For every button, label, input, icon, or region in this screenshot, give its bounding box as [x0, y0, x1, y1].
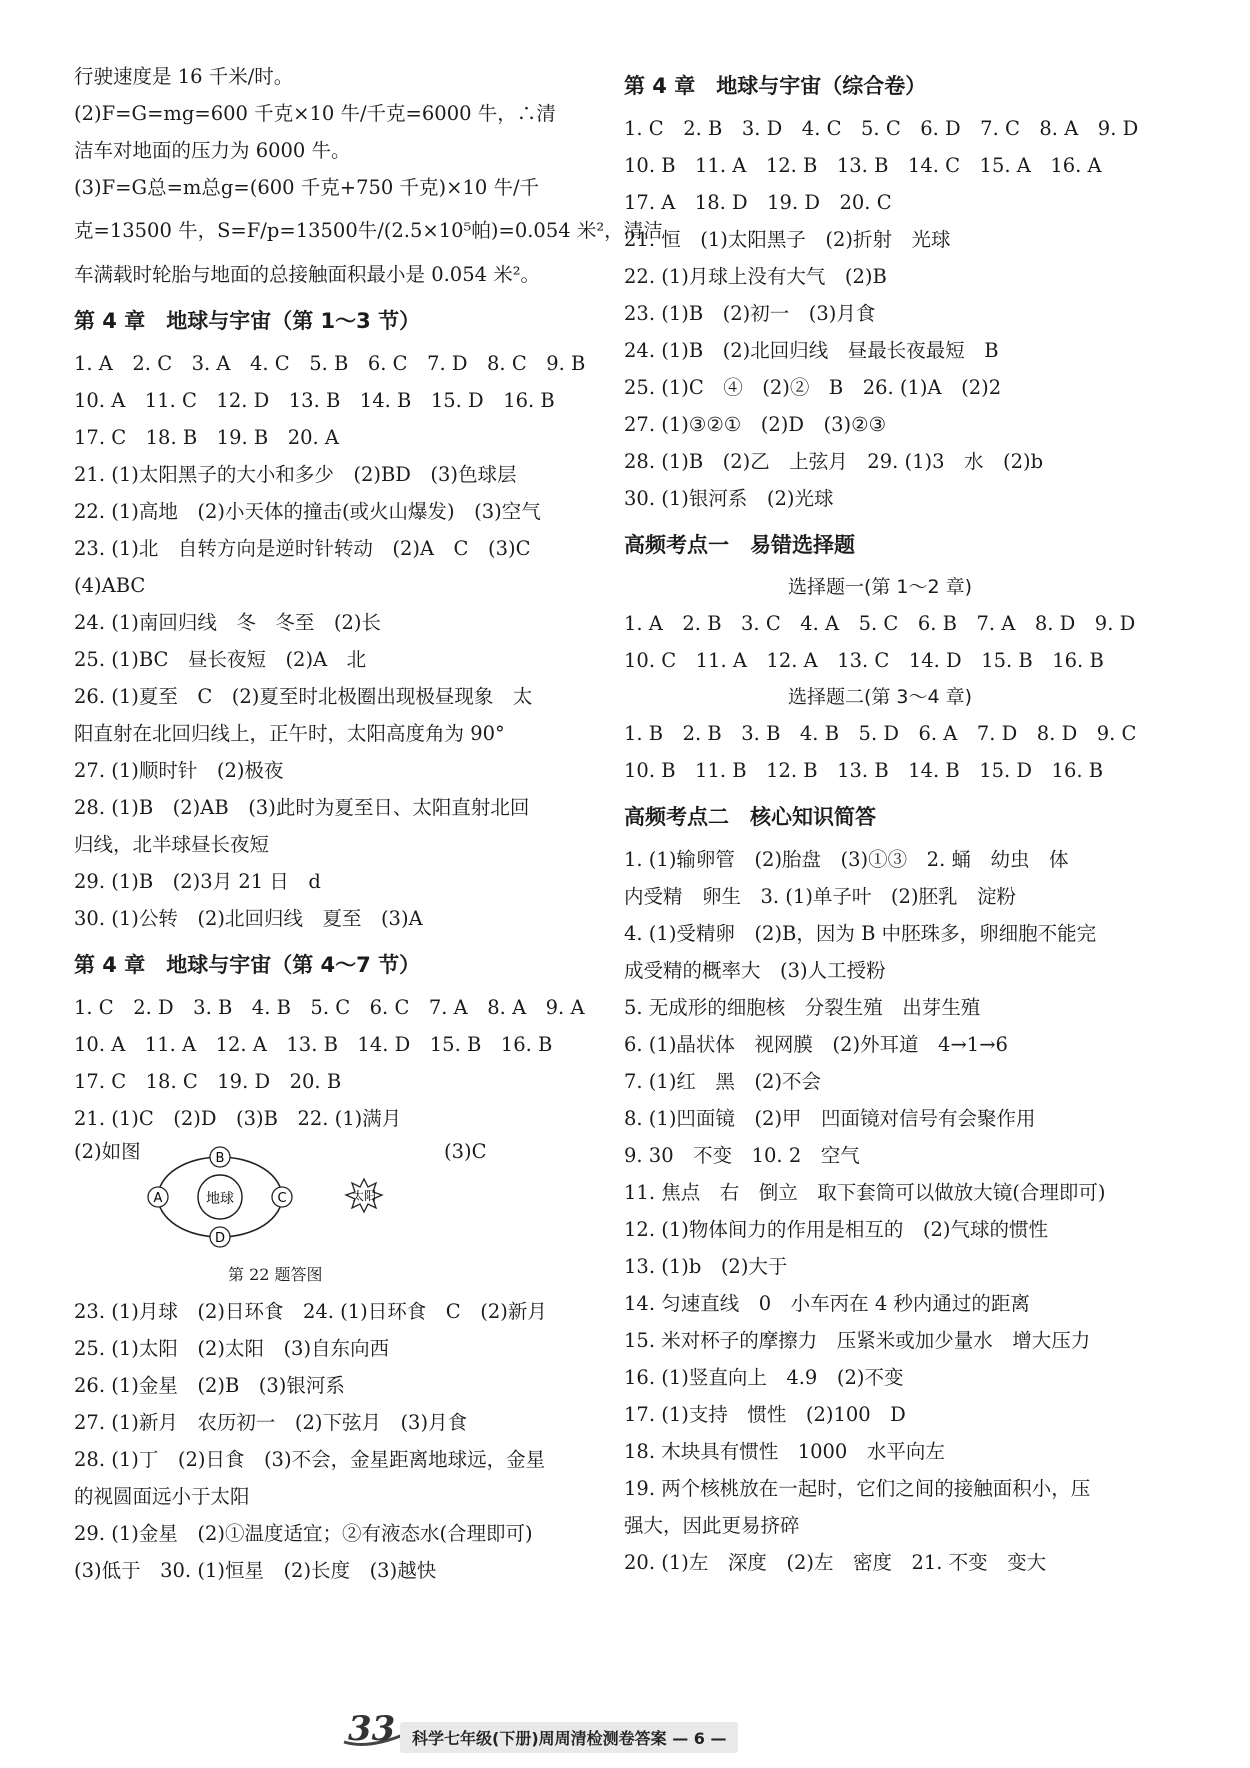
orbit-diagram	[74, 1137, 586, 1257]
text-line: 行驶速度是 16 千米/时。	[74, 65, 294, 88]
answer-line: 9. 30 不变 10. 2 空气	[624, 1144, 860, 1167]
answer-line: 的视圆面远小于太阳	[74, 1485, 250, 1508]
diagram-label: (2)如图	[74, 1140, 141, 1163]
answer-block	[74, 1293, 586, 1589]
answer-line: 23. (1)北 自转方向是逆时针转动 (2)A C (3)C	[74, 537, 531, 560]
answer-line: 阳直射在北回归线上，正午时，太阳高度角为 90°	[74, 722, 505, 745]
answer-line: 4. (1)受精卵 (2)B，因为 B 中胚珠多，卵细胞不能完	[624, 922, 1097, 945]
answer-line: 27. (1)③②① (2)D (3)②③	[624, 413, 887, 436]
answer-line: 22. (1)高地 (2)小天体的撞击(或火山爆发) (3)空气	[74, 500, 541, 523]
answer-line: 21. (1)C (2)D (3)B 22. (1)满月	[74, 1107, 402, 1130]
answer-line: 1. (1)输卵管 (2)胎盘 (3)①③ 2. 蛹 幼虫 体	[624, 848, 1069, 871]
answer-line: 22. (1)月球上没有大气 (2)B	[624, 265, 887, 288]
answer-line: 1. C 2. D 3. B 4. B 5. C 6. C 7. A 8. A 9. A	[74, 996, 585, 1019]
answer-line: 25. (1)太阳 (2)太阳 (3)自东向西	[74, 1337, 390, 1360]
left-column	[74, 58, 663, 1589]
answer-block	[624, 841, 1136, 1581]
answer-line: 1. C 2. B 3. D 4. C 5. C 6. D 7. C 8. A 9. D	[624, 117, 1139, 140]
answer-line: 28. (1)B (2)AB (3)此时为夏至日、太阳直射北回	[74, 796, 530, 819]
answer-line: 30. (1)公转 (2)北回归线 夏至 (3)A	[74, 907, 423, 930]
answer-line: 27. (1)顺时针 (2)极夜	[74, 759, 284, 782]
answer-line: 17. C 18. C 19. D 20. B	[74, 1070, 342, 1093]
answer-line: 17. A 18. D 19. D 20. C	[624, 191, 892, 214]
text-line: 车满载时轮胎与地面的总接触面积最小是 0.054 米²。	[74, 263, 541, 286]
answer-line: 1. B 2. B 3. B 4. B 5. D 6. A 7. D 8. D 9. C	[624, 722, 1137, 745]
answer-block	[624, 110, 1139, 517]
answer-line: 24. (1)B (2)北回归线 昼最长夜最短 B	[624, 339, 999, 362]
answer-line: 6. (1)晶状体 视网膜 (2)外耳道 4→1→6	[624, 1033, 1008, 1056]
text-line: 克=13500 牛，S=F/p=13500牛/(2.5×10⁵帕)=0.054 米²，清洁	[74, 219, 663, 242]
answer-line: 18. 木块具有惯性 1000 水平向左	[624, 1440, 945, 1463]
earth-label: 地球	[206, 1191, 234, 1207]
answer-line: (3)低于 30. (1)恒星 (2)长度 (3)越快	[74, 1559, 437, 1582]
position-c: C	[277, 1191, 287, 1206]
text-line: (3)F=G总=m总g=(600 千克+750 千克)×10 牛/千	[74, 176, 540, 199]
answer-line: 19. 两个核桃放在一起时，它们之间的接触面积小，压	[624, 1477, 1091, 1500]
answer-line: 12. (1)物体间力的作用是相互的 (2)气球的惯性	[624, 1218, 1048, 1241]
answer-line: 21. 恒 (1)太阳黑子 (2)折射 光球	[624, 228, 951, 251]
answer-line: 内受精 卵生 3. (1)单子叶 (2)胚乳 淀粉	[624, 885, 1017, 908]
diagram-answer: (3)C	[444, 1140, 487, 1163]
answer-line: 30. (1)银河系 (2)光球	[624, 487, 834, 510]
answer-line: 16. (1)竖直向上 4.9 (2)不变	[624, 1366, 904, 1389]
answer-line: 11. 焦点 右 倒立 取下套筒可以做放大镜(合理即可)	[624, 1181, 1106, 1204]
answer-line: 10. A 11. C 12. D 13. B 14. B 15. D 16. B	[74, 389, 555, 412]
subsection-title: 选择题二(第 3～4 章)	[787, 686, 973, 708]
answer-line: 17. C 18. B 19. B 20. A	[74, 426, 340, 449]
answer-line: 24. (1)南回归线 冬 冬至 (2)长	[74, 611, 381, 634]
answer-line: 10. B 11. A 12. B 13. B 14. C 15. A 16. A	[624, 154, 1102, 177]
footer-text: 科学七年级(下册)周周清检测卷答案 — 6 —	[400, 1722, 738, 1753]
svg-text:33: 33	[348, 1709, 396, 1749]
answer-line: 17. (1)支持 惯性 (2)100 D	[624, 1403, 906, 1426]
answer-line: 25. (1)BC 昼长夜短 (2)A 北	[74, 648, 367, 671]
section-title: 第 4 章 地球与宇宙（综合卷）	[624, 74, 927, 98]
section-title: 第 4 章 地球与宇宙（第 1～3 节）	[74, 309, 421, 333]
section-title: 第 4 章 地球与宇宙（第 4～7 节）	[74, 953, 421, 977]
answer-line: 15. 米对杯子的摩擦力 压紧米或加少量水 增大压力	[624, 1329, 1091, 1352]
page-footer	[340, 1709, 880, 1750]
section-title: 高频考点一 易错选择题	[624, 533, 855, 557]
sun-label: 太阳	[351, 1189, 377, 1203]
answer-line: 25. (1)C ④ (2)② B 26. (1)A (2)2	[624, 376, 1002, 399]
position-b: B	[215, 1151, 225, 1166]
answer-line: 26. (1)夏至 C (2)夏至时北极圈出现极昼现象 太	[74, 685, 533, 708]
position-a: A	[153, 1191, 163, 1206]
answer-line: 20. (1)左 深度 (2)左 密度 21. 不变 变大	[624, 1551, 1047, 1574]
answer-line: 23. (1)月球 (2)日环食 24. (1)日环食 C (2)新月	[74, 1300, 547, 1323]
text-line: 洁车对地面的压力为 6000 牛。	[74, 139, 351, 162]
answer-line: 5. 无成形的细胞核 分裂生殖 出芽生殖	[624, 996, 981, 1019]
answer-line: 1. A 2. B 3. C 4. A 5. C 6. B 7. A 8. D 9. D	[624, 612, 1136, 635]
answer-line: 强大，因此更易挤碎	[624, 1514, 800, 1537]
answer-line: 1. A 2. C 3. A 4. C 5. B 6. C 7. D 8. C 9. B	[74, 352, 586, 375]
answer-line: 10. B 11. B 12. B 13. B 14. B 15. D 16. B	[624, 759, 1104, 782]
answer-line: 7. (1)红 黑 (2)不会	[624, 1070, 822, 1093]
answer-line: 13. (1)b (2)大于	[624, 1255, 788, 1278]
answer-line: 14. 匀速直线 0 小车丙在 4 秒内通过的距离	[624, 1292, 1030, 1315]
subsection-title: 选择题一(第 1～2 章)	[787, 576, 973, 598]
answer-line: 10. A 11. A 12. A 13. B 14. D 15. B 16. B	[74, 1033, 553, 1056]
answer-line: 21. (1)太阳黑子的大小和多少 (2)BD (3)色球层	[74, 463, 517, 486]
answer-block	[74, 989, 586, 1137]
answer-line: 成受精的概率大 (3)人工授粉	[624, 959, 886, 982]
answer-line: 29. (1)B (2)3月 21 日 d	[74, 870, 321, 893]
answer-line: (4)ABC	[74, 574, 146, 597]
answer-line: 26. (1)金星 (2)B (3)银河系	[74, 1374, 345, 1397]
answer-line: 28. (1)丁 (2)日食 (3)不会，金星距离地球远，金星	[74, 1448, 546, 1471]
answer-line: 29. (1)金星 (2)①温度适宜；②有液态水(合理即可)	[74, 1522, 533, 1545]
answer-line: 27. (1)新月 农历初一 (2)下弦月 (3)月食	[74, 1411, 468, 1434]
right-column	[624, 58, 1139, 1581]
position-d: D	[214, 1231, 226, 1246]
answer-block	[74, 345, 586, 937]
text-line: (2)F=G=mg=600 千克×10 牛/千克=6000 牛，∴清	[74, 102, 556, 125]
answer-line: 28. (1)B (2)乙 上弦月 29. (1)3 水 (2)b	[624, 450, 1044, 473]
orbit-svg	[74, 1137, 586, 1257]
answer-line: 8. (1)凹面镜 (2)甲 凹面镜对信号有会聚作用	[624, 1107, 1036, 1130]
figure-caption: 第 22 题答图	[228, 1265, 323, 1284]
section-title: 高频考点二 核心知识简答	[624, 805, 876, 829]
answer-line: 归线，北半球昼长夜短	[74, 833, 270, 856]
answer-line: 10. C 11. A 12. A 13. C 14. D 15. B 16. B	[624, 649, 1104, 672]
answer-line: 23. (1)B (2)初一 (3)月食	[624, 302, 876, 325]
